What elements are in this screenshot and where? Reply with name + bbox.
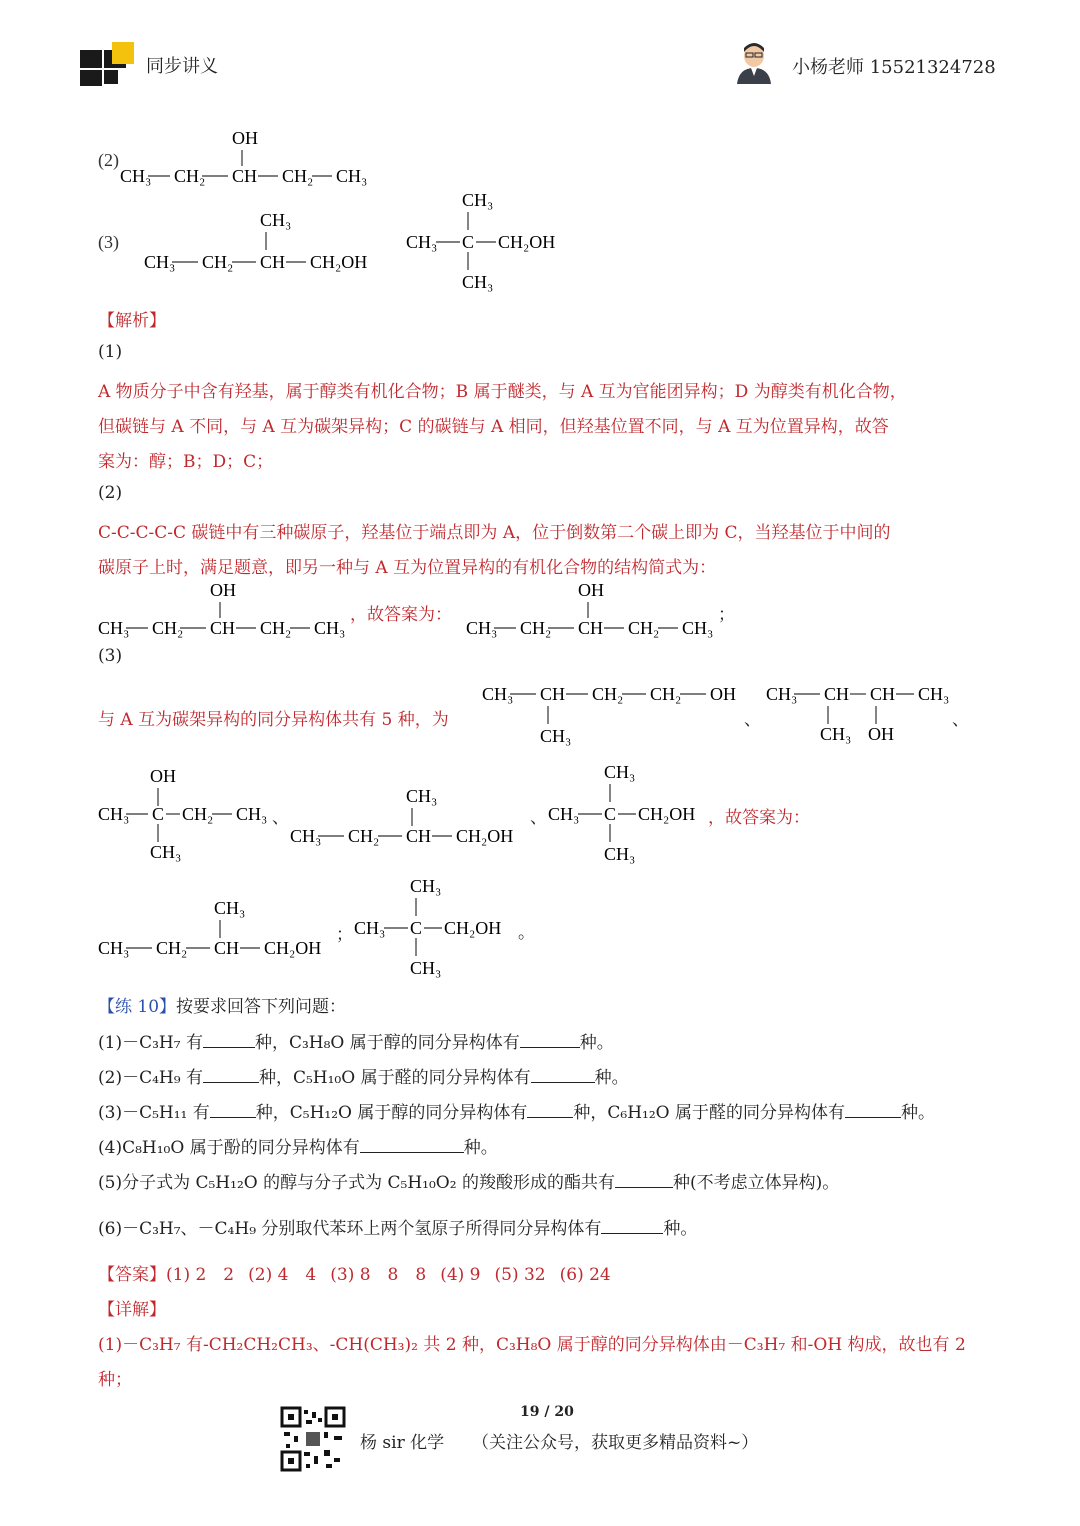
answer-item: (5) 32 (494, 1265, 546, 1285)
analysis-p1-label: (1) (98, 342, 123, 362)
ch3-label: CH₃ (260, 210, 292, 230)
practice-q5 (98, 1168, 839, 1193)
answer-blank[interactable] (601, 1219, 663, 1234)
oh-label: OH (578, 580, 604, 600)
answer-item: (2) 4 4 (248, 1265, 317, 1285)
practice-heading (98, 992, 346, 1017)
ch2-label: CH₂ (650, 684, 682, 704)
q6-text: (6)－C₃H₇、－C₄H₉ 分别取代苯环上两个氢原子所得同分异构体有 (98, 1219, 602, 1239)
ch3-label: CH₃ (604, 762, 636, 782)
ch-label: CH (214, 938, 240, 958)
ch2-label: CH₂ (260, 618, 292, 638)
ch2oh-label: CH₂OH (456, 826, 514, 846)
ch3-label: CH₃ (820, 724, 852, 744)
practice-q1 (98, 1028, 614, 1053)
ch-label: CH (232, 166, 258, 186)
detail-line1: (1)－C₃H₇ 有-CH₂CH₂CH₃、-CH(CH₃)₂ 共 2 种，C₃H₈O 属于醇的同分异构体由－C₃H₇ 和-OH 构成，故也有 2 (98, 1335, 966, 1355)
answer-blank[interactable] (520, 1033, 580, 1048)
ch2-label: CH₂ (592, 684, 624, 704)
oh-label: OH (150, 766, 176, 786)
2-methylbutan-1-ol-structure (288, 782, 538, 852)
ch3-label: CH₃ (214, 898, 246, 918)
q3-label: (3) (98, 232, 119, 252)
ch2-label: CH₂ (152, 618, 184, 638)
analysis-p1-line3: 案为：醇；B；D；C； (98, 452, 274, 472)
answer-line (98, 1260, 625, 1285)
analysis-p2-end: ； (718, 605, 735, 625)
ch3-label: CH₃ (462, 272, 494, 292)
ch2-label: CH₂ (282, 166, 314, 186)
q1-text: 种，C₃H₈O 属于醇的同分异构体有 (254, 1033, 520, 1053)
answer-blank[interactable] (210, 1103, 256, 1118)
2-methylbutanol-structure (142, 206, 392, 276)
practice-q3 (98, 1098, 935, 1123)
ch3-label: CH₃ (120, 166, 152, 186)
detail-line2: 种； (98, 1370, 132, 1390)
oh-label: OH (710, 684, 736, 704)
ch3-label: CH₃ (604, 844, 636, 864)
practice-tag: 【练 10】 (98, 997, 177, 1017)
ch-label: CH (406, 826, 432, 846)
ch3-label: CH₃ (98, 618, 130, 638)
separator: 、 (530, 808, 547, 828)
ch3-label: CH₃ (150, 842, 182, 862)
ch3-label: CH₃ (766, 684, 798, 704)
analysis-p2-label: (2) (98, 483, 123, 503)
pentan-3-ol-structure (96, 578, 356, 644)
page-number: 19 / 20 (520, 1404, 574, 1420)
c-label: C (152, 804, 165, 824)
analysis-p3-label: (3) (98, 646, 123, 666)
ch3-label: CH₃ (406, 232, 438, 252)
q3-text: (3)－C₅H₁₁ 有 (98, 1103, 210, 1123)
analysis-p2-answer-lead: ，故答案为： (350, 605, 452, 625)
ch3-label: CH₃ (236, 804, 268, 824)
c-label: C (410, 918, 423, 938)
ch2oh-label: CH₂OH (498, 232, 556, 252)
ch3-label: CH₃ (918, 684, 950, 704)
q2-text: 种，C₅H₁₀O 属于醛的同分异构体有 (258, 1068, 531, 1088)
pentan-3-ol-structure (464, 578, 724, 644)
ch3-label: CH₃ (314, 618, 346, 638)
ch3-label: CH₃ (548, 804, 580, 824)
period: 。 (518, 923, 535, 943)
q5-text: 种(不考虑立体异构)。 (672, 1173, 840, 1193)
ch3-label: CH₃ (406, 786, 438, 806)
ch2-label: CH₂ (202, 252, 234, 272)
3-methylbutan-1-ol-structure (480, 676, 755, 752)
ch2-label: CH₂ (520, 618, 552, 638)
ch3-label: CH₃ (290, 826, 322, 846)
c-label: C (462, 232, 475, 252)
ch-label: CH (540, 684, 566, 704)
q2-label: (2) (98, 150, 119, 170)
oh-label: OH (868, 724, 894, 744)
analysis-p1-line1: A 物质分子中含有羟基，属于醇类有机化合物；B 属于醚类，与 A 互为官能团异构；D 为醇类有机化合物， (98, 382, 907, 402)
practice-intro: 按要求回答下列问题： (176, 997, 347, 1017)
q2-text: (2)－C₄H₉ 有 (98, 1068, 203, 1088)
ch-label: CH (578, 618, 604, 638)
footer-note: （关注公众号，获取更多精品资料~） (472, 1433, 759, 1453)
q1-text: (1)－C₃H₇ 有 (98, 1033, 203, 1053)
q3-text: 种，C₅H₁₂O 属于醇的同分异构体有 (255, 1103, 528, 1123)
separator: 、 (744, 710, 761, 730)
ch3-label: CH₃ (410, 958, 442, 978)
neopentyl-alcohol-structure (352, 872, 532, 982)
oh-label: OH (210, 580, 236, 600)
answer-blank[interactable] (203, 1068, 259, 1083)
ch3-label: CH₃ (410, 876, 442, 896)
answer-blank[interactable] (527, 1103, 573, 1118)
answer-item: (4) 9 (440, 1265, 481, 1285)
ch3-label: CH₃ (482, 684, 514, 704)
pentan-3-ol-structure (118, 124, 388, 190)
ch-label: CH (260, 252, 286, 272)
teacher-contact: 小杨老师 15521324728 (792, 57, 996, 78)
c-label: C (604, 804, 617, 824)
ch-label: CH (210, 618, 236, 638)
q1-text: 种。 (579, 1033, 614, 1053)
3-methylbutan-2-ol-structure (764, 676, 964, 752)
ch3-label: CH₃ (540, 726, 572, 746)
q4-text: 种。 (463, 1138, 498, 1158)
footer-brand: 杨 sir 化学 (360, 1433, 445, 1453)
ch2-label: CH₂ (182, 804, 214, 824)
ch2oh-label: CH₂OH (444, 918, 502, 938)
analysis-p2-line2: 碳原子上时，满足题意，即另一种与 A 互为位置异构的有机化合物的结构简式为： (98, 558, 717, 578)
qr-code-icon (280, 1406, 346, 1472)
ch2oh-label: CH₂OH (310, 252, 368, 272)
answer-lead: ，故答案为： (708, 808, 810, 828)
answer-blank[interactable] (615, 1173, 673, 1188)
answer-blank[interactable] (845, 1103, 901, 1118)
practice-q6 (98, 1214, 697, 1239)
neopentyl-alcohol-structure (404, 186, 584, 296)
2-methylbutan-1-ol-structure (96, 894, 346, 964)
q4-text: (4)C₈H₁₀O 属于酚的同分异构体有 (98, 1138, 360, 1158)
practice-q4 (98, 1133, 498, 1158)
header-title: 同步讲义 (146, 56, 218, 77)
q5-text: (5)分子式为 C₅H₁₂O 的醇与分子式为 C₅H₁₀O₂ 的羧酸形成的酯共有 (98, 1173, 615, 1193)
analysis-p1-line2: 但碳链与 A 不同，与 A 互为碳架异构；C 的碳链与 A 相同，但羟基位置不同，与 A 互为位置异构，故答 (98, 417, 889, 437)
q6-text: 种。 (663, 1219, 698, 1239)
q2-text: 种。 (594, 1068, 629, 1088)
2-methylbutan-2-ol-structure (96, 762, 286, 872)
ch-label: CH (824, 684, 850, 704)
ch3-label: CH₃ (144, 252, 176, 272)
answer-tag: 【答案】 (98, 1265, 166, 1285)
ch3-label: CH₃ (98, 938, 130, 958)
q3-text: 种。 (901, 1103, 936, 1123)
separator: 、 (952, 710, 969, 730)
separator: 、 (272, 808, 289, 828)
analysis-p3-line1: 与 A 互为碳架异构的同分异构体共有 5 种，为 (98, 710, 449, 730)
ch2-label: CH₂ (628, 618, 660, 638)
ch2-label: CH₂ (348, 826, 380, 846)
logo-icon (80, 42, 136, 86)
ch-label: CH (870, 684, 896, 704)
ch2-label: CH₂ (174, 166, 206, 186)
answer-blank[interactable] (531, 1068, 595, 1083)
ch2oh-label: CH₂OH (264, 938, 322, 958)
answer-item: (1) 2 2 (166, 1265, 235, 1285)
analysis-title: 【解析】 (98, 311, 166, 331)
answer-blank[interactable] (360, 1138, 464, 1153)
ch3-label: CH₃ (98, 804, 130, 824)
ch3-label: CH₃ (336, 166, 368, 186)
ch3-label: CH₃ (462, 190, 494, 210)
analysis-p2-line1: C-C-C-C-C 碳链中有三种碳原子，羟基位于端点即为 A，位于倒数第二个碳上即为 C，当羟基位于中间的 (98, 523, 891, 543)
answer-item: (6) 24 (559, 1265, 611, 1285)
teacher-avatar-icon (735, 40, 773, 84)
oh-label: OH (232, 128, 258, 148)
semicolon: ； (336, 925, 353, 945)
practice-q2 (98, 1063, 629, 1088)
ch3-label: CH₃ (682, 618, 714, 638)
q3-text: 种，C₆H₁₂O 属于醛的同分异构体有 (573, 1103, 846, 1123)
ch2oh-label: CH₂OH (638, 804, 696, 824)
answer-item: (3) 8 8 8 (330, 1265, 427, 1285)
ch2-label: CH₂ (156, 938, 188, 958)
answer-blank[interactable] (203, 1033, 255, 1048)
detail-tag: 【详解】 (98, 1300, 166, 1320)
ch3-label: CH₃ (466, 618, 498, 638)
neopentyl-alcohol-structure (546, 758, 726, 868)
ch3-label: CH₃ (354, 918, 386, 938)
